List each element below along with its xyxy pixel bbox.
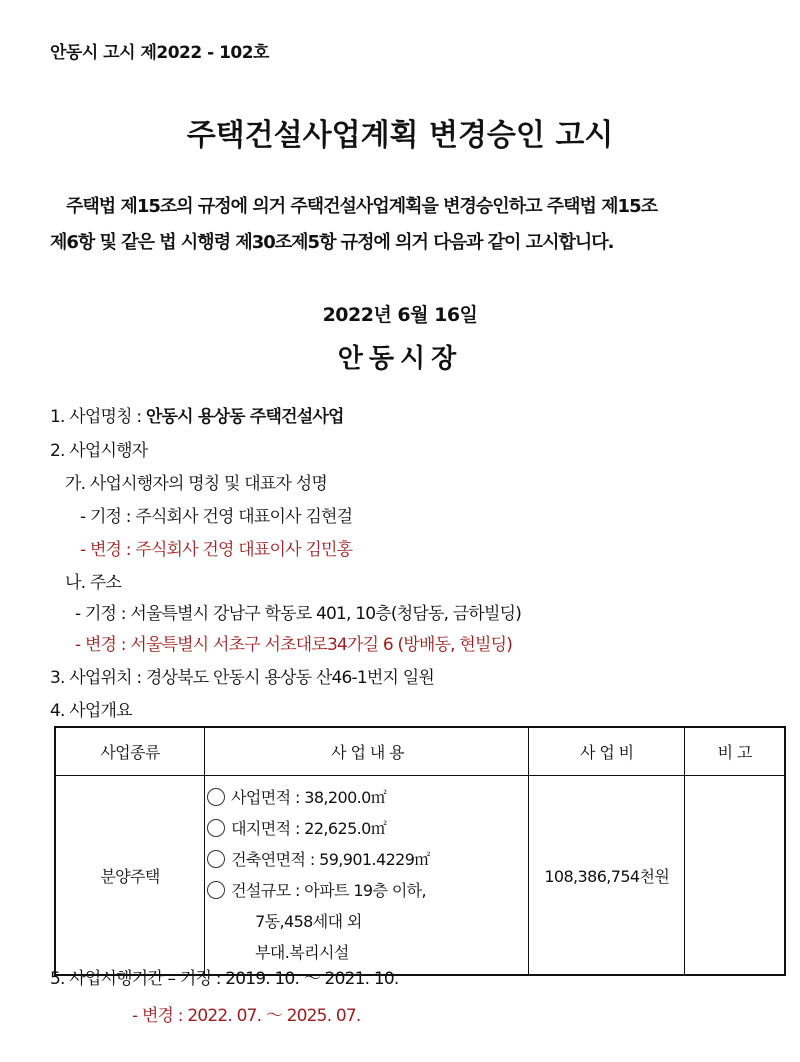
circle-bullet-icon <box>207 881 225 899</box>
item-project-name <box>50 402 344 427</box>
circle-bullet-icon <box>207 850 225 868</box>
detail-line: 부대.복리시설 <box>255 943 349 962</box>
cell-type: 분양주택 <box>55 776 205 976</box>
table-header-row <box>55 727 785 776</box>
item-period-existing: 5. 사업시행기간 – 기정 : 2019. 10. ～ 2021. 10. <box>50 969 399 989</box>
project-name-label: 1. 사업명칭 : <box>50 407 146 427</box>
notice-number: 안동시 고시 제2022 - 102호 <box>50 43 269 63</box>
intro-line-1: 주택법 제15조의 규정에 의거 주택건설사업계획을 변경승인하고 주택법 제15조 <box>66 196 657 217</box>
project-overview-table <box>54 726 786 976</box>
page-title: 주택건설사업계획 변경승인 고시 <box>186 118 614 153</box>
notice-date: 2022년 6월 16일 <box>322 304 478 326</box>
detail-line: 대지면적 : 22,625.0㎡ <box>207 813 528 844</box>
operator-address-changed: - 변경 : 서울특별시 서초구 서초대로34가길 6 (방배동, 현빌딩) <box>75 635 513 655</box>
circle-bullet-icon <box>207 819 225 837</box>
project-name-value: 안동시 용상동 주택건설사업 <box>145 407 344 427</box>
detail-line: 7동,458세대 외 <box>255 912 362 931</box>
detail-line: 사업면적 : 38,200.0㎡ <box>207 782 528 813</box>
operator-address-existing: - 기정 : 서울특별시 강남구 학동로 401, 10층(청담동, 금하빌딩) <box>75 604 522 624</box>
item-period-changed: - 변경 : 2022. 07. ～ 2025. 07. <box>132 1006 361 1026</box>
operator-name-changed: - 변경 : 주식회사 건영 대표이사 김민홍 <box>80 540 353 560</box>
intro-line-2: 제6항 및 같은 법 시행령 제30조제5항 규정에 의거 다음과 같이 고시합니다. <box>50 232 614 253</box>
cell-content <box>205 776 529 976</box>
issuer: 안동시장 <box>337 344 463 374</box>
cell-remarks <box>685 776 785 976</box>
item-location: 3. 사업위치 : 경상북도 안동시 용상동 산46-1번지 일원 <box>50 668 434 688</box>
header-cost: 사 업 비 <box>529 727 685 776</box>
operator-address-heading: 나. 주소 <box>65 573 122 593</box>
table-row <box>55 776 785 976</box>
header-type: 사업종류 <box>55 727 205 776</box>
item-overview-heading: 4. 사업개요 <box>50 701 132 721</box>
operator-name-heading: 가. 사업시행자의 명칭 및 대표자 성명 <box>65 474 327 494</box>
detail-line: 건설규모 : 아파트 19층 이하, <box>207 875 528 906</box>
operator-name-existing: - 기정 : 주식회사 건영 대표이사 김현걸 <box>80 507 353 527</box>
cell-cost: 108,386,754천원 <box>529 776 685 976</box>
detail-line: 건축연면적 : 59,901.4229㎡ <box>207 844 528 875</box>
header-remarks: 비 고 <box>685 727 785 776</box>
header-content: 사 업 내 용 <box>205 727 529 776</box>
circle-bullet-icon <box>207 788 225 806</box>
item-operator-heading: 2. 사업시행자 <box>50 441 148 461</box>
